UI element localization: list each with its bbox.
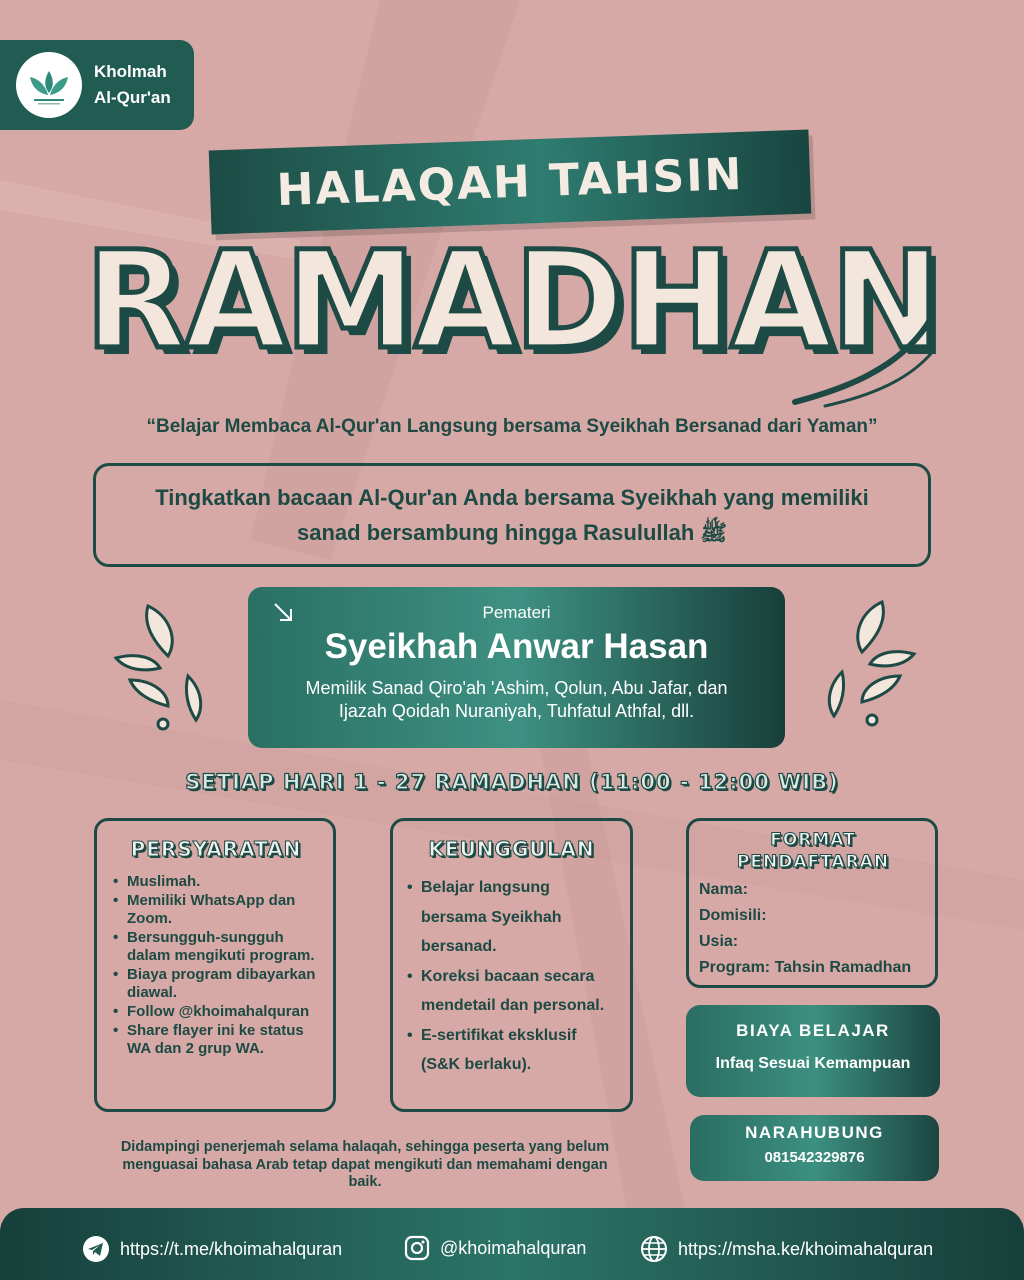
registration-title-line2: PENDAFTARAN xyxy=(736,852,890,872)
main-title: RAMADHAN xyxy=(85,222,939,380)
requirement-item: • Muslimah. xyxy=(113,873,319,891)
speaker-desc-line1: Memilik Sanad Qiro'ah 'Ashim, Qolun, Abu Jafar, dan xyxy=(305,678,728,698)
instagram-icon xyxy=(404,1235,430,1261)
subtitle-banner xyxy=(209,130,812,235)
instagram-link[interactable] xyxy=(404,1235,586,1261)
speaker-label: Pemateri xyxy=(482,603,551,622)
requirement-item: • Biaya program dibayarkan diawal. xyxy=(113,966,319,1002)
intro-line2: sanad bersambung hingga Rasulullah ﷺ xyxy=(297,520,727,545)
contact-title: NARAHUBUNG xyxy=(745,1123,884,1142)
website-url: https://msha.ke/khoimahalquran xyxy=(678,1238,934,1259)
registration-title-line1: FORMAT xyxy=(770,830,856,850)
contact-box xyxy=(690,1115,939,1181)
advantage-item: • Koreksi bacaan secara mendetail dan personal. xyxy=(407,962,616,1021)
speaker-card xyxy=(248,587,785,748)
schedule-text: SETIAP HARI 1 - 27 RAMADHAN (11:00 - 12:00 WIB) xyxy=(185,770,839,794)
registration-field: Nama: xyxy=(699,881,748,898)
telegram-url: https://t.me/khoimahalquran xyxy=(120,1238,343,1259)
website-link[interactable] xyxy=(640,1235,933,1263)
registration-field: Program: Tahsin Ramadhan xyxy=(699,959,912,976)
brand-badge xyxy=(0,40,194,130)
telegram-icon xyxy=(82,1235,110,1263)
requirement-item: • Follow @khoimahalquran xyxy=(113,1003,319,1021)
translator-note: Didampingi penerjemah selama halaqah, sehingga peserta yang belum menguasai bahasa Arab tetap dapat mengikuti dan memahami dengan baik. xyxy=(120,1139,610,1190)
splash-decoration-left xyxy=(108,596,208,736)
splash-decoration-right xyxy=(822,592,922,732)
registration-format-card xyxy=(686,818,938,988)
subtitle-text: HALAQAH TAHSIN xyxy=(275,148,745,216)
instagram-handle: @khoimahalquran xyxy=(440,1237,587,1258)
intro-line1: Tingkatkan bacaan Al-Qur'an Anda bersama Syeikhah yang memiliki xyxy=(155,485,869,510)
telegram-link[interactable] xyxy=(82,1235,342,1263)
contact-phone[interactable]: 081542329876 xyxy=(764,1149,865,1166)
requirement-item: • Bersungguh-sungguh dalam mengikuti program. xyxy=(113,929,319,965)
leaf-crown-icon xyxy=(24,63,74,107)
arrow-down-right-icon xyxy=(272,601,296,625)
swoosh-decoration xyxy=(790,310,940,410)
fee-box xyxy=(686,1005,940,1097)
advantage-item: • Belajar langsung bersama Syeikhah bersanad. xyxy=(407,873,616,962)
brand-name-line1: Kholmah xyxy=(94,62,167,81)
intro-box xyxy=(93,463,931,567)
advantages-card xyxy=(390,818,633,1112)
advantages-title: KEUNGGULAN xyxy=(428,837,595,861)
requirements-card xyxy=(94,818,336,1112)
tagline: “Belajar Membaca Al-Qur'an Langsung bersama Syeikhah Bersanad dari Yaman” xyxy=(146,416,878,437)
speaker-desc-line2: Ijazah Qoidah Nuraniyah, Tuhfatul Athfal, dll. xyxy=(338,701,695,721)
fee-value: Infaq Sesuai Kemampuan xyxy=(715,1055,911,1072)
requirements-title: PERSYARATAN xyxy=(130,837,302,861)
brand-logo xyxy=(16,52,82,118)
requirement-item: • Share flayer ini ke status WA dan 2 grup WA. xyxy=(113,1022,319,1058)
speaker-name: Syeikhah Anwar Hasan xyxy=(324,627,709,666)
brand-name-line2: Al-Qur'an xyxy=(94,88,171,107)
registration-field: Domisili: xyxy=(699,907,767,924)
registration-field: Usia: xyxy=(699,933,739,950)
footer-bar xyxy=(0,1208,1024,1280)
advantage-item: • E-sertifikat eksklusif (S&K berlaku). xyxy=(407,1021,616,1080)
fee-title: BIAYA BELAJAR xyxy=(736,1021,890,1040)
globe-icon xyxy=(640,1235,668,1263)
requirement-item: • Memiliki WhatsApp dan Zoom. xyxy=(113,892,319,928)
